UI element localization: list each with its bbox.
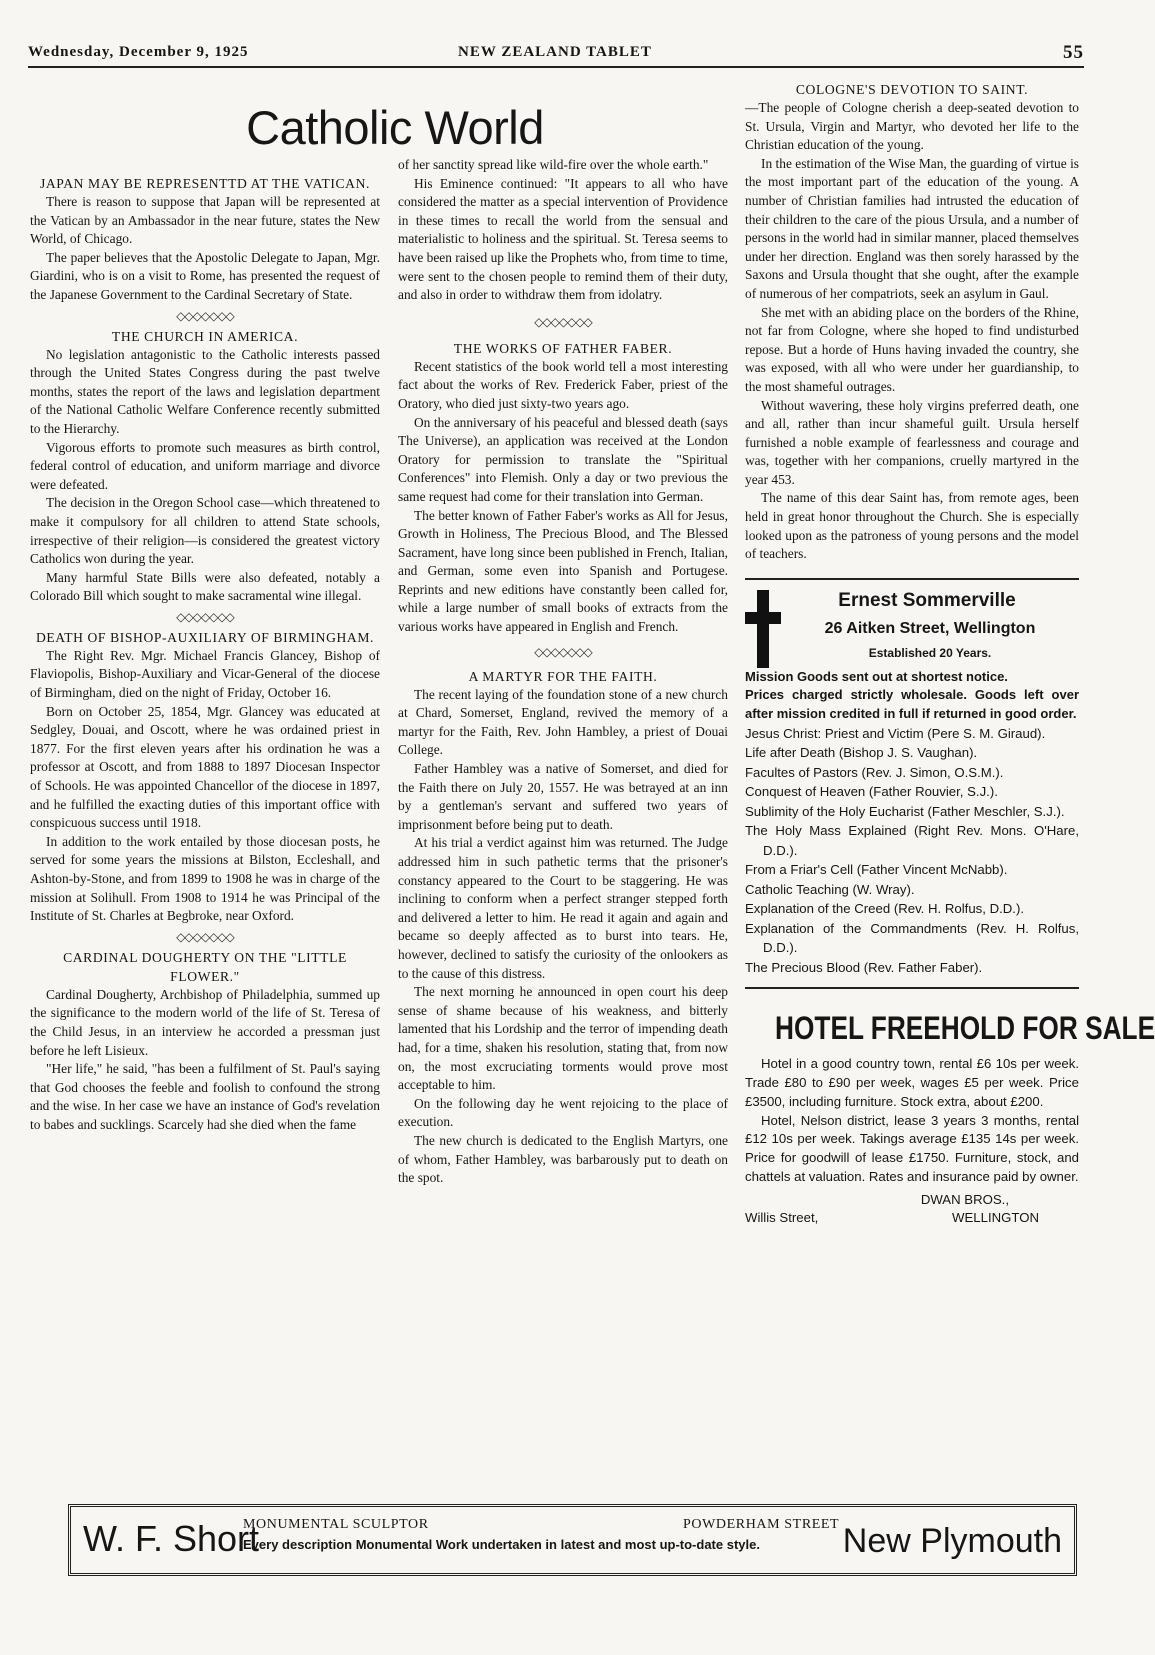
book-item: The Holy Mass Explained (Right Rev. Mons. O'Hare, D.D.). — [745, 823, 1079, 858]
paragraph: In addition to the work entailed by those diocesan posts, he served for some years the missions at Bilston, Eccleshall, and Ashton-by-Stone, and from 1899 to 1908 he was in charge of the mission at Solihull. From 1908 to 1914 he was Principal of the Institute of St. Charles at Begbroke, near Oxford. — [30, 833, 380, 924]
paragraph: No legislation antagonistic to the Catholic interests passed through the United States Congress during the past twelve months, states the report of the laws and legislation department of the National Catholic Welfare Conference recently submitted to the Hierarchy. — [30, 346, 380, 436]
ornament-divider: ◇◇◇◇◇◇◇ — [176, 308, 234, 323]
advertiser-established: Established 20 Years. — [868, 645, 992, 660]
paragraph: The paper believes that the Apostolic Delegate to Japan, Mgr. Giardini, who is on a visit to Rome, has presented the request of the Japanese Government to the Cardinal Secretary of State. — [30, 249, 380, 302]
ornament-divider: ◇◇◇◇◇◇◇ — [176, 609, 234, 624]
ad-divider — [745, 987, 1079, 989]
paragraph: Vigorous efforts to promote such measures as birth control, federal control of education, and uniform marriage and divorce were defeated. — [30, 439, 380, 492]
hotel-sale-ad — [745, 1009, 1155, 1229]
sculptor-city: New Plymouth — [842, 1522, 1062, 1560]
paragraph: Cardinal Dougherty, Archbishop of Philadelphia, summed up the significance to the modern world of the life of St. Teresa of the Child Jesus, in an interview he accorded a pressman just before he left Lisieux. — [30, 986, 380, 1058]
paragraph: She met with an abiding place on the borders of the Rhine, not far from Cologne, where she hoped to find undisturbed repose. But a horde of Huns having invaded the country, she was exposed, with all who were under her guardianship, to the most shameful outrages. — [745, 304, 1079, 394]
header-rule — [28, 66, 1084, 68]
book-item: Catholic Teaching (W. Wray). — [745, 881, 915, 897]
paragraph: Hotel in a good country town, rental £6 10s per week. Trade £80 to £90 per week, wages £5 per week. Price £3500, including furniture. Stock extra, about £200. — [745, 1056, 1079, 1109]
paragraph: Hotel, Nelson district, lease 3 years 3 months, rental £12 10s per week. Takings average £135 14s per week. Price for goodwill of lease £1750. Furniture, stock, and chattels at valuation. Rates and insurance paid by owner. — [745, 1112, 1079, 1184]
hotel-city: WELLINGTON — [952, 1210, 1039, 1226]
book-list — [745, 724, 1079, 978]
hotel-address — [745, 1209, 1079, 1229]
paragraph: "Her life," he said, "has been a fulfilment of St. Paul's saying that God chooses the feeble and foolish to confound the strong and the wise. In her case we have an instance of God's revelation to babes and sucklings. Scarcely had she died when the fame — [30, 1061, 380, 1132]
ornament-divider: ◇◇◇◇◇◇◇ — [534, 314, 592, 329]
book-item: Conquest of Heaven (Father Rouvier, S.J.). — [745, 784, 998, 800]
hotel-street: Willis Street, — [745, 1210, 819, 1226]
column-2 — [398, 156, 728, 1188]
paragraph: The decision in the Oregon School case—which threatened to make it compulsory for all children to attend State schools, irrespective of their religion—is considered the greatest victory Catholics won during the year. — [30, 495, 380, 567]
paragraph: The new church is dedicated to the English Martyrs, one of whom, Father Hambley, was barbarously put to death on the spot. — [398, 1132, 728, 1186]
book-item: From a Friar's Cell (Father Vincent McNabb). — [745, 862, 1008, 878]
ernest-sommerville-ad — [745, 590, 1079, 668]
paragraph: There is reason to suppose that Japan will be represented at the Vatican by an Ambassador in the near future, states the New World, of Chicago. — [30, 194, 380, 247]
paragraph: In the estimation of the Wise Man, the guarding of virtue is the most important part of the education of the young. A number of Christian families had intrusted the education of their children to the care of the pious Ursula, and a number of persons in the world had in similar manner, placed themselves under her direction. England was then sorely harassed by the Saxons and Ursula thought that she ought, after the example of numerous of her compatriots, seek an asylum in Gaul. — [745, 155, 1079, 301]
column-3 — [745, 74, 1155, 1229]
short-sculptor-ad — [68, 1504, 1077, 1576]
article-title-dougherty: CARDINAL DOUGHERTY ON THE "LITTLE FLOWER." — [63, 949, 347, 984]
article-title-martyr: A MARTYR FOR THE FAITH. — [468, 668, 658, 684]
article-title-america: THE CHURCH IN AMERICA. — [111, 328, 299, 344]
article-title-death: DEATH OF BISHOP-AUXILIARY OF BIRMINGHAM. — [35, 629, 375, 645]
sculptor-street: POWDERHAM STREET — [683, 1517, 840, 1532]
paragraph: On the anniversary of his peaceful and blessed death (says The Universe), an application was received at the London Oratory for permission to translate the "Spiritual Conferences" into Flemish. Only a day or two previous the same request had come for their translation into German. — [398, 414, 728, 504]
page-number: 55 — [1063, 42, 1084, 63]
paragraph: Many harmful State Bills were also defeated, notably a Colorado Bill which sought to make sacramental wine illegal. — [30, 569, 380, 604]
paragraph: —The people of Cologne cherish a deep-seated devotion to St. Ursula, Virgin and Martyr, who devoted her life to the Christian education of the young. — [745, 100, 1079, 153]
paragraph: The better known of Father Faber's works as All for Jesus, Growth in Holiness, The Precious Blood, and The Blessed Sacrament, have long since been published in French, Italian, and German, some even into Spanish and Portugese. Reprints and new editions have constantly been called for, while a large number of small books of extracts from the various works have appeared in English and French. — [398, 507, 728, 635]
article-title-cologne: COLOGNE'S DEVOTION TO SAINT. — [795, 82, 1029, 97]
paragraph: The next morning he announced in open court his deep sense of shame because of his weakness, and bitterly lamented that his Lordship and the terror of impending death had, for a time, shaken his resolution, stating that, from now on, the most excruciating torments would prove most acceptable to him. — [398, 984, 728, 1093]
paragraph: Born on October 25, 1854, Mgr. Glancey was educated at Sedgley, Douai, and Oscott, where he was ordained priest in 1877. For the first eleven years after his ordination he was a professor at Oscott, and from 1888 to 1897 Diocesan Inspector of Schools. He was appointed Chancellor of the diocese in 1897, and he fulfilled the exacting duties of this important office with conspicuous success until 1918. — [30, 703, 380, 831]
column-1 — [30, 74, 544, 1135]
ad-divider — [745, 578, 1079, 580]
paragraph: At his trial a verdict against him was returned. The Judge addressed him in such pathetic terms that the prisoner's constancy appeared to the Court to be staggering. He was inclining to conform when a perfect stranger stepped forth and delivered a letter to him. He read it again and again and became so deeply affected as to burst into tears. He, however, declined to satisfy the curiosity of the onlookers as to the cause of this distress. — [398, 835, 728, 981]
sculptor-trade: MONUMENTAL SCULPTOR — [243, 1517, 429, 1532]
book-item: Facultes of Pastors (Rev. J. Simon, O.S.M.). — [745, 764, 1004, 780]
ad-line: Mission Goods sent out at shortest notice. — [745, 668, 1008, 684]
book-item: Explanation of the Creed (Rev. H. Rolfus, D.D.). — [745, 901, 1025, 917]
paragraph: Without wavering, these holy virgins preferred death, one and all, rather than incur shameful guilt. Ursula herself furnished a noble example of fearlessness and courage and was, together with her companions, cruelly martyred in the year 453. — [745, 397, 1079, 487]
advertiser-name: Ernest Sommerville — [838, 589, 1016, 611]
sculptor-description: Every description Monumental Work undertaken in latest and most up-to-date style. — [243, 1537, 760, 1552]
book-item: Explanation of the Commandments (Rev. H. Rolfus, D.D.). — [745, 920, 1079, 956]
paragraph: Recent statistics of the book world tell a most interesting fact about the works of Rev. Frederick Faber, priest of the Oratory, who died just sixty-two years ago. — [398, 358, 728, 411]
publication-name: NEW ZEALAND TABLET — [458, 44, 652, 60]
advertiser-address: 26 Aitken Street, Wellington — [824, 619, 1036, 637]
hotel-owner: DWAN BROS., — [920, 1191, 1009, 1207]
paragraph: On the following day he went rejoicing to the place of execution. — [398, 1095, 728, 1130]
book-item: Sublimity of the Holy Eucharist (Father Meschler, S.J.). — [745, 803, 1065, 819]
book-item: The Precious Blood (Rev. Father Faber). — [745, 959, 983, 975]
book-item: Life after Death (Bishop J. S. Vaughan). — [745, 745, 978, 761]
ad-line: Prices charged strictly wholesale. Goods left over after mission credited in full if returned in good order. — [745, 687, 1079, 722]
ornament-divider: ◇◇◇◇◇◇◇ — [534, 644, 592, 659]
article-title-faber: THE WORKS OF FATHER FABER. — [453, 340, 673, 356]
paragraph: The name of this dear Saint has, from remote ages, been held in great honor throughout the Church. She is especially looked upon as the patroness of young persons and the model of teachers. — [745, 490, 1079, 562]
paragraph: The recent laying of the foundation stone of a new church at Chard, Somerset, England, revived the memory of a martyr for the Faith, Rev. John Hambley, a priest of Douai College. — [398, 686, 728, 758]
book-item: Jesus Christ: Priest and Victim (Pere S. M. Giraud). — [745, 725, 1046, 741]
hotel-ad-title: HOTEL FREEHOLD FOR SALE — [775, 1010, 1155, 1047]
page-header — [28, 44, 1084, 66]
paragraph: Father Hambley was a native of Somerset, and died for the Faith there on July 20, 1557. He was betrayed at an inn by a gentleman's servant and suffered two years of imprisonment before being put to death. — [398, 761, 728, 832]
paragraph: of her sanctity spread like wild-fire over the whole earth." — [398, 157, 709, 172]
issue-date: Wednesday, December 9, 1925 — [28, 44, 249, 60]
ornament-divider: ◇◇◇◇◇◇◇ — [176, 929, 234, 944]
section-masthead: Catholic World — [246, 101, 544, 154]
article-title-japan: JAPAN MAY BE REPRESENTTD AT THE VATICAN. — [39, 176, 371, 191]
paragraph: The Right Rev. Mgr. Michael Francis Glancey, Bishop of Flaviopolis, Bishop-Auxiliary and Vicar-General of the diocese of Birmingham, died on the night of Friday, October 16. — [30, 647, 380, 701]
sculptor-name: W. F. Short — [83, 1518, 260, 1559]
paragraph: His Eminence continued: "It appears to all who have considered the matter as a special intervention of Providence in these times to recall the world from the sensual and materialistic to holiness and the spiritual. St. Teresa seems to have been raised up like the Prophets who, from time to time, were sent to the chosen people to remind them of their duty, and also in order to withdraw them from idolatry. — [398, 175, 728, 303]
